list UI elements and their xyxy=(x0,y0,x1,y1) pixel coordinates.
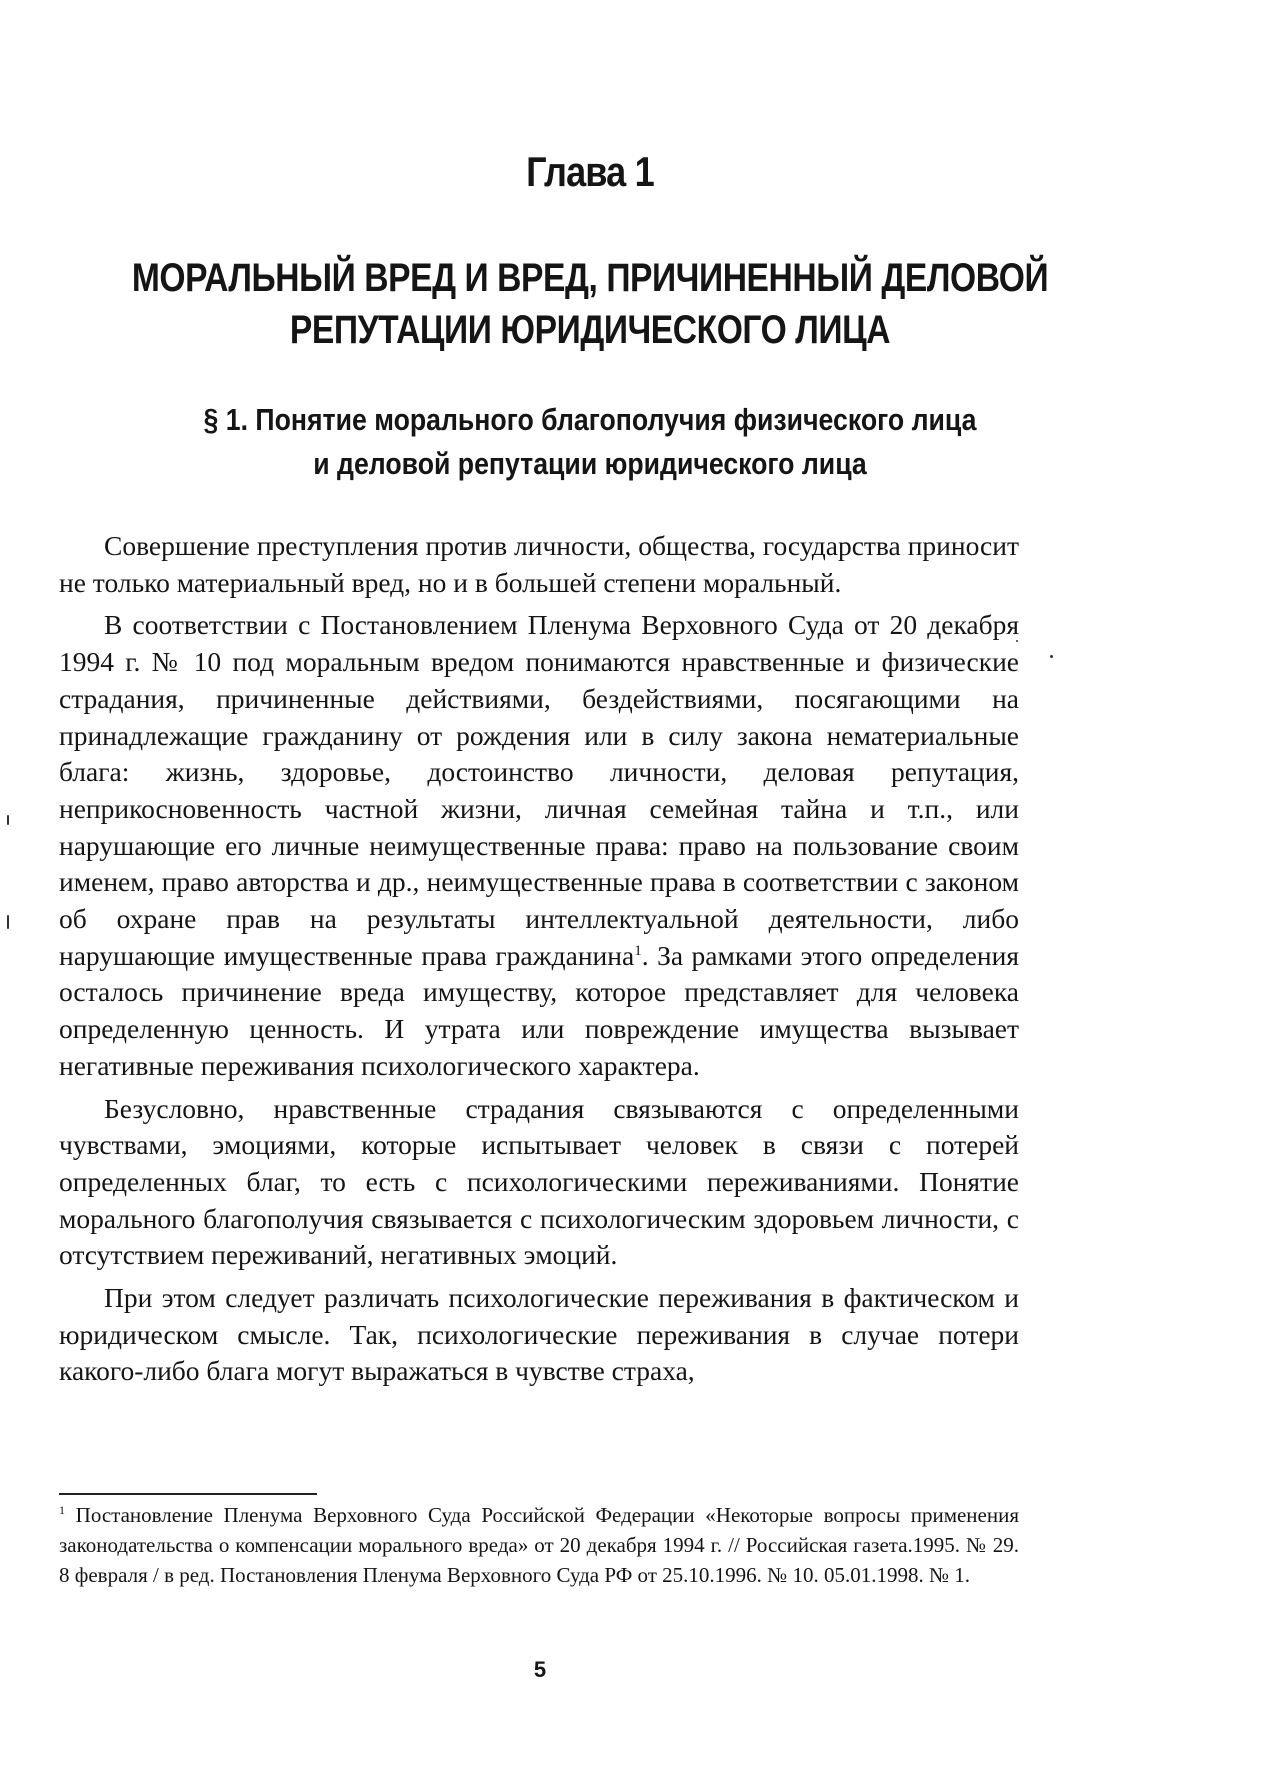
paragraph-text: При этом следует различать психологические переживания в фактическом и юридическом смысле. Так, психологические переживания в случае потери какого-либо блага могут выражаться в чувстве страха, xyxy=(59,1282,1019,1387)
chapter-title xyxy=(128,252,1052,356)
paragraph-text: Совершение преступления против личности, общества, государства приносит не только материальный вред, но и в большей степени моральный. xyxy=(59,530,1019,598)
chapter-heading: Глава 1 xyxy=(526,148,654,195)
paragraph xyxy=(59,528,1019,601)
paragraph xyxy=(59,607,1019,1084)
footnote xyxy=(59,1500,1019,1590)
scan-speck xyxy=(1016,640,1018,642)
footnote-divider xyxy=(59,1493,317,1495)
body-text xyxy=(59,528,1019,1396)
section-heading xyxy=(117,398,1063,486)
page-number: 5 xyxy=(533,1657,547,1682)
footnote-reference[interactable]: 1 xyxy=(634,942,642,959)
paragraph xyxy=(59,1091,1019,1275)
paragraph-text: В соответствии с Постановлением Пленума Верховного Суда от 20 декабря 1994 г. № 10 под моральным вредом понимаются нравственные и физические страдания, причиненные действиями, бездействиями, посягающими на принадлежащие гражданину от рождения или в силу закона нематериальные блага: жизнь, здоровье, достоинство личности, деловая репутация, неприкосновенность частной жизни, личная семейная тайна и т.п., или нарушающие его личные неимущественные права: право на пользование своим именем, право авторства и др., неимущественные права в соответствии с законом об охране прав на результаты интеллектуальной деятельности, либо нарушающие имущественные права гражданина xyxy=(59,609,1019,971)
section-heading-line: и деловой репутации юридического лица xyxy=(313,446,867,481)
paragraph-text: . За рамками этого определения осталось причинение вреда имуществу, которое представляет для человека определенную ценность. И утрата или повреждение имущества вызывает негативные переживания психологического характера. xyxy=(59,939,1019,1081)
scan-speck xyxy=(1050,655,1053,658)
section-heading-line: § 1. Понятие морального благополучия физического лица xyxy=(203,402,977,437)
chapter-title-line: РЕПУТАЦИИ ЮРИДИЧЕСКОГО ЛИЦА xyxy=(289,308,891,352)
footnote-text: Постановление Пленума Верховного Суда Российской Федерации «Некоторые вопросы применения законодательства о компенсации морального вреда» от 20 декабря 1994 г. // Российская газета.1995. № 29. 8 февраля / в ред. Постановления Пленума Верховного Суда РФ от 25.10.1996. № 10. 05.01.1998. № 1. xyxy=(59,1503,1019,1587)
paragraph xyxy=(59,1280,1019,1390)
chapter-title-line: МОРАЛЬНЫЙ ВРЕД И ВРЕД, ПРИЧИНЕННЫЙ ДЕЛОВОЙ xyxy=(131,256,1049,300)
footnote-mark: 1 xyxy=(59,1503,65,1517)
scan-speck xyxy=(7,815,9,825)
paragraph-text: Безусловно, нравственные страдания связываются с определенными чувствами, эмоциями, которые испытывает человек в связи с потерей определенных благ, то есть с психологическими переживаниями. Понятие морального благополучия связывается с психологическим здоровьем личности, с отсутствием переживаний, негативных эмоций. xyxy=(59,1092,1019,1271)
scan-speck xyxy=(7,915,9,929)
